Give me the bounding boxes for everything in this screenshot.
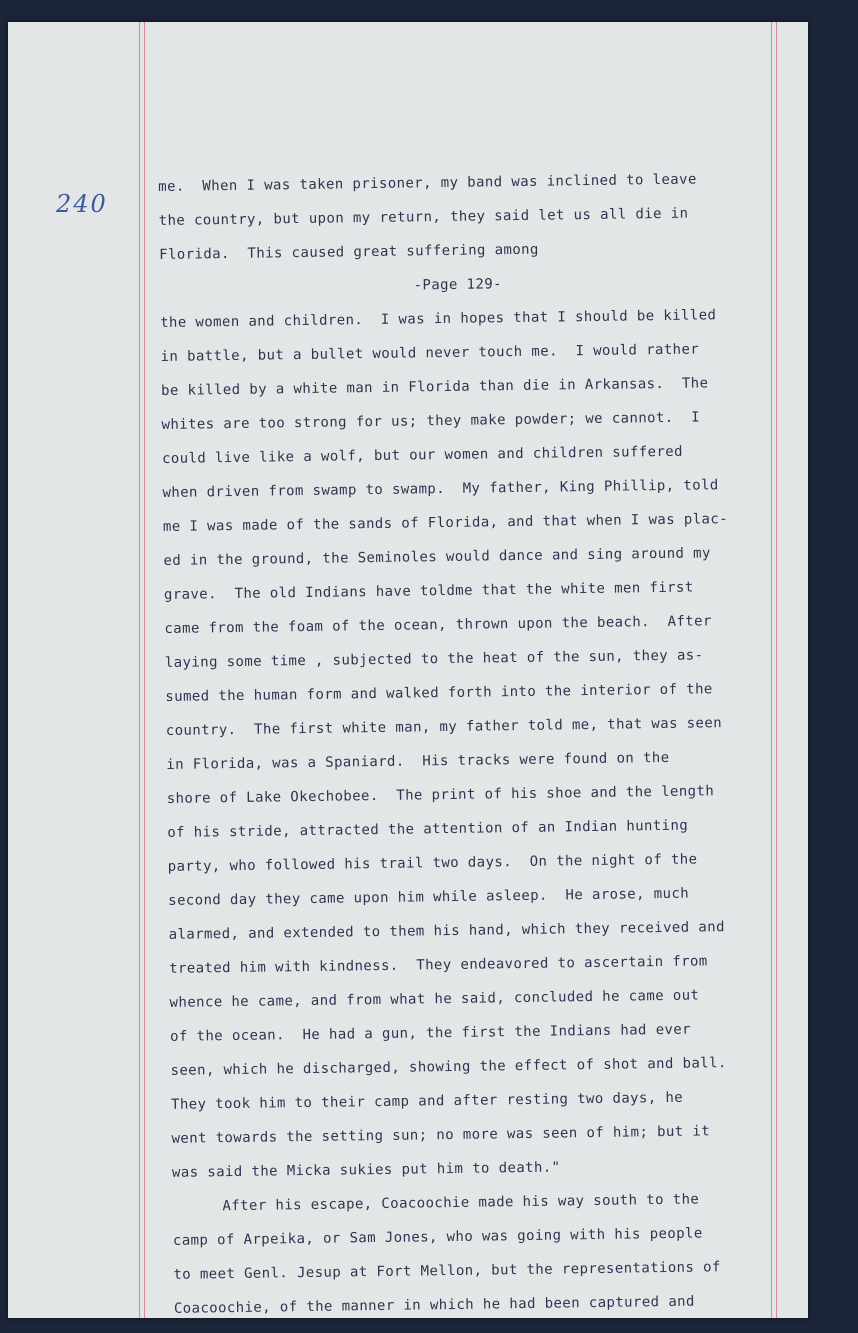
text-line: be killed by a white man in Florida than die in Arkansas. The [160,375,709,399]
text-line: of the ocean. He had a gun, the first the Indians had ever [169,1021,692,1045]
text-line: Coacoochie, of the manner in which he had been captured and [173,1293,695,1317]
text-line: me. When I was taken prisoner, my band was inclined to leave [158,171,697,195]
text-line: was said the Micka sukies put him to death." [171,1159,561,1181]
text-line: second day they came upon him while asleep. He arose, much [168,885,690,909]
paragraph-first-line: After his escape, Coacoochie made his way south to the [222,1191,700,1215]
text-line: camp of Arpeika, or Sam Jones, who was going with his people [172,1225,703,1249]
text-line: laying some time , subjected to the heat of the sun, they as- [164,647,704,671]
text-line: Florida. This caused great suffering among [159,241,539,263]
text-line: treated him with kindness. They endeavored to ascertain from [169,953,708,977]
text-line: party, who followed his trail two days. On the night of the [167,851,698,875]
text-line: the women and children. I was in hopes that I should be killed [160,307,717,331]
text-line: ed in the ground, the Seminoles would dance and sing around my [163,545,711,569]
text-line: in Florida, was a Spaniard. His tracks were found on the [166,749,670,773]
text-line: in battle, but a bullet would never touch me. I would rather [160,341,700,365]
text-line: me I was made of the sands of Florida, and that when I was plac- [162,511,729,535]
text-line: seen, which he discharged, showing the effect of shot and ball. [170,1055,727,1079]
text-line: whites are too strong for us; they make powder; we cannot. I [161,409,701,433]
text-line: came from the foam of the ocean, thrown upon the beach. After [164,613,712,637]
text-line: They took him to their camp and after resting two days, he [170,1089,684,1113]
text-line: grave. The old Indians have toldme that the white men first [163,579,694,603]
left-margin-rule-inner [144,22,145,1318]
text-line: to meet Genl. Jesup at Fort Mellon, but the representations of [173,1259,721,1283]
typed-text-block [158,161,808,1318]
text-line: of his stride, attracted the attention of an Indian hunting [167,817,689,841]
text-line: the country, but upon my return, they said let us all die in [158,205,689,229]
left-margin-rule [139,22,140,1318]
text-line: when driven from swamp to swamp. My father, King Phillip, told [162,477,719,501]
text-line: went towards the setting sun; no more was seen of him; but it [171,1123,711,1147]
text-line: sumed the human form and walked forth into the interior of the [165,681,713,705]
text-line: could live like a wolf, but our women and children suffered [161,443,684,467]
text-line: shore of Lake Okechobee. The print of his shoe and the length [166,783,715,807]
text-line: country. The first white man, my father told me, that was seen [165,715,723,739]
typed-page [8,22,808,1318]
handwritten-folio-number: 240 [56,190,108,218]
text-line: alarmed, and extended to them his hand, which they received and [168,919,725,943]
page-marker: -Page 129- [413,276,503,294]
text-line: whence he came, and from what he said, concluded he came out [169,987,700,1011]
